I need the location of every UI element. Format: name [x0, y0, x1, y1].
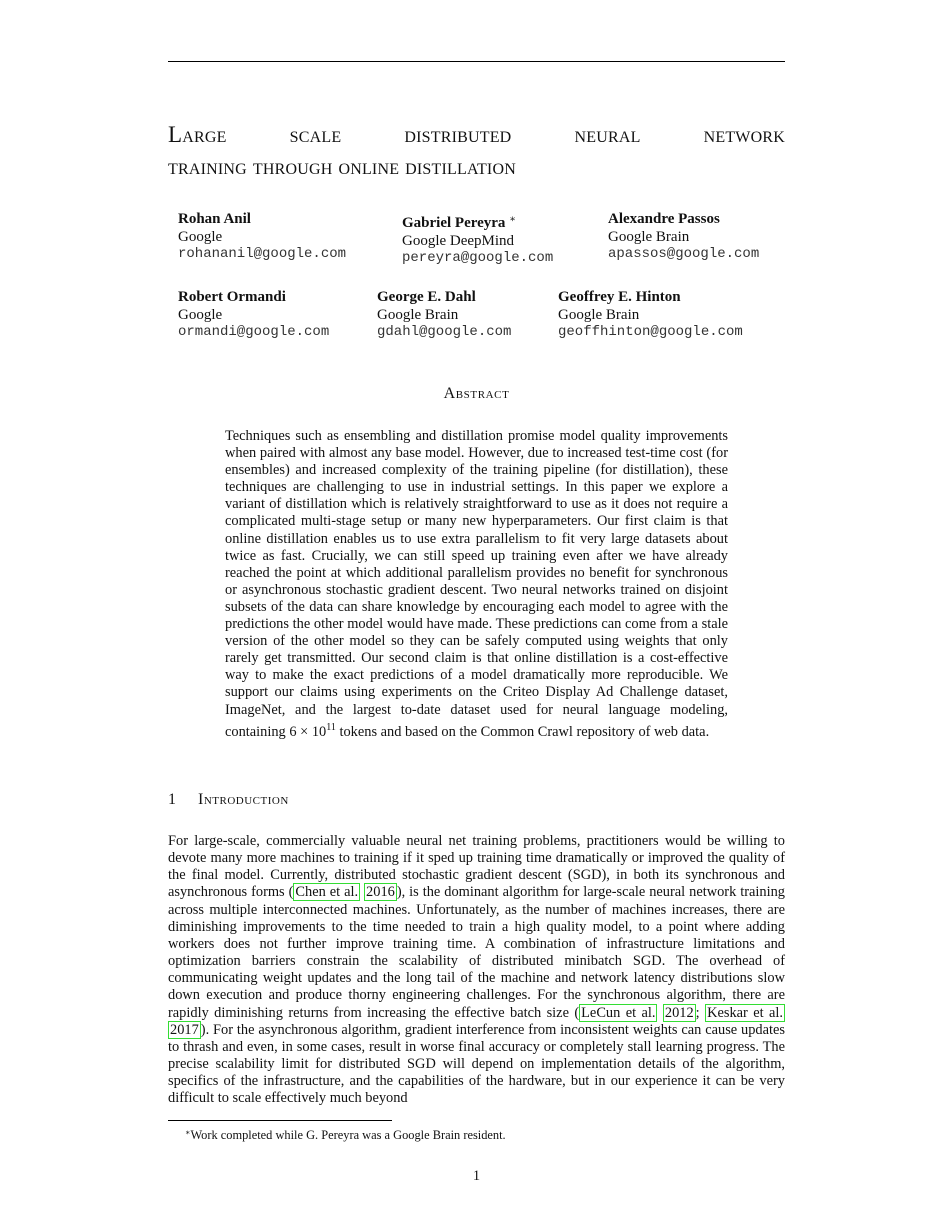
- author-affiliation: Google: [178, 306, 223, 323]
- author-block: [377, 289, 511, 342]
- title-line-2: training through online distillation: [168, 154, 516, 179]
- intro-paragraph: For large-scale, commercially valuable neural net training problems, practitioners would be willing to devote many more machines to training if it sped up training time dramatically or improved the quality of the final model. Currently, distributed stochastic gradient descent (SGD), in both its synchronous and asynchronous forms ( Chen et al. 2016 ), is the dominant algorithm for large-scale neural network training across multiple interconnected machines. Unfortunately, as the number of machines increases, there are diminishing improvements to the time needed to train a high quality model, to a point where adding workers does not further improve training time. A combination of infrastructure limitations and optimization barriers constrain the scalability of distributed minibatch SGD. The overhead of communicating weight updates and the long tail of the machine and network latency distributions slow down execution and produce thorny engineering challenges. For the synchronous algorithm, there are rapidly diminishing returns from increasing the effective batch size ( LeCun et al. 2012 ; Keskar et al. 2017 ). For the asynchronous algorithm, gradient interference from inconsistent weights can cause updates to thrash and even, in some cases, result in worse final accuracy or completely stall learning progress. The precise scalability limit for distributed SGD will depend on implementation details of the algorithm, specifics of the infrastructure, and the capabilities of the hardware, but in our experience it can be very difficult to scale effectively much beyond: [168, 833, 785, 1107]
- section-title: Introduction: [198, 791, 289, 808]
- author-name: George E. Dahl: [377, 289, 476, 305]
- title-line-1: [168, 119, 785, 151]
- paper-title: [168, 119, 785, 183]
- author-email[interactable]: gdahl@google.com: [377, 324, 512, 340]
- citation-link[interactable]: 2017: [170, 1021, 199, 1038]
- author-name: Gabriel Pereyra ∗: [402, 214, 516, 231]
- citation-link[interactable]: 2016: [366, 884, 395, 901]
- title-word: network: [703, 122, 785, 147]
- author-name: Alexandre Passos: [608, 211, 720, 227]
- footnote-mark: ∗: [185, 1128, 191, 1137]
- author-block: [178, 289, 329, 342]
- page-number: 1: [472, 1168, 481, 1184]
- abstract-text: Techniques such as ensembling and distillation promise model quality improvements when paired with almost any base model. However, due to increased test-time cost (for ensembles) and increased complexity of the training pipeline (for distillation), these techniques are challenging to use in industrial settings. In this paper we explore a variant of distillation which is relatively straightforward to use as it does not require a complicated multi-stage setup or many new hyperparameters. Our first claim is that online distillation enables us to use extra parallelism to fit very large datasets about twice as fast. Crucially, we can still speed up training even after we have already reached the point at which additional parallelism provides no benefit for synchronous or asynchronous stochastic gradient descent. Two neural networks trained on disjoint subsets of the data can share knowledge by encouraging each model to agree with the predictions the other model would have made. These predictions can come from a stale version of the other model so they can be safely computed using weights that only rarely get transmitted. Our second claim is that online distillation is a cost-effective way to make the exact predictions of a model dramatically more reproducible. We support our claims using experiments on the Criteo Display Ad Challenge dataset, ImageNet, and the largest to-date dataset used for neural language modeling, containing $6 \times 10^{11}$ tokens and based on the Common Crawl repository of web data.: [225, 428, 728, 740]
- author-email[interactable]: ormandi@google.com: [178, 324, 330, 340]
- author-email[interactable]: apassos@google.com: [608, 246, 760, 262]
- citation-link[interactable]: LeCun et al.: [581, 1004, 656, 1021]
- citation-link[interactable]: 2012: [664, 1004, 694, 1021]
- footnote-rule: [168, 1120, 392, 1121]
- author-block: [608, 211, 759, 264]
- author-name: Geoffrey E. Hinton: [558, 289, 681, 305]
- title-word: distributed: [404, 122, 512, 147]
- author-email[interactable]: rohananil@google.com: [178, 246, 347, 262]
- author-affiliation: Google Brain: [377, 306, 459, 323]
- title-word: neural: [574, 122, 641, 147]
- citation-link[interactable]: Keskar et al.: [707, 1004, 783, 1021]
- author-affiliation: Google DeepMind: [402, 232, 515, 249]
- footnote: [168, 1125, 802, 1143]
- author-email[interactable]: pereyra@google.com: [402, 250, 554, 266]
- citation-link[interactable]: Chen et al.: [295, 884, 359, 901]
- section-number: 1: [168, 791, 177, 808]
- author-email[interactable]: geoffhinton@google.com: [558, 324, 743, 340]
- exponent: 11: [326, 721, 336, 733]
- author-block: [558, 289, 743, 342]
- footnote-text: Work completed while G. Pereyra was a Google Brain resident.: [190, 1128, 506, 1142]
- footnote-marker[interactable]: ∗: [509, 214, 516, 225]
- abstract-heading: Abstract: [443, 385, 510, 402]
- title-word: Large: [168, 122, 227, 147]
- author-affiliation: Google: [178, 228, 223, 245]
- author-affiliation: Google Brain: [558, 306, 640, 323]
- top-rule: [168, 61, 785, 62]
- author-affiliation: Google Brain: [608, 228, 690, 245]
- section-heading: [168, 791, 785, 809]
- author-name: Rohan Anil: [178, 211, 251, 227]
- author-name: Robert Ormandi: [178, 289, 286, 305]
- author-block: [178, 211, 346, 264]
- title-word: scale: [289, 122, 342, 147]
- author-block: [402, 211, 553, 268]
